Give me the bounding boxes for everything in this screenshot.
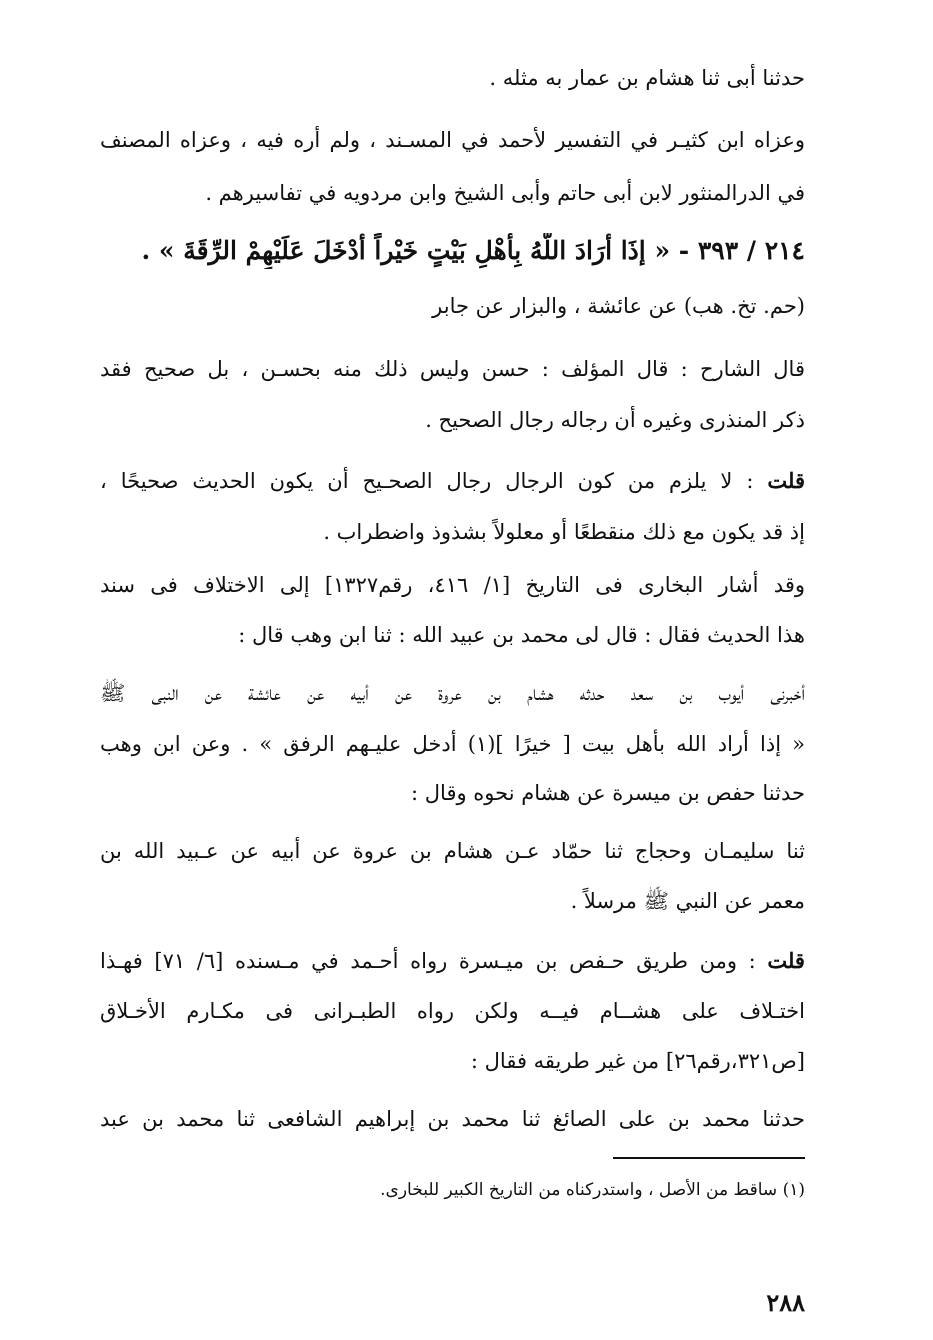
text-line: هذا الحديث فقال : قال لى محمد بن عبيد الله : ثنا ابن وهب قال :: [238, 623, 805, 647]
page-number: ٢٨٨: [766, 1288, 805, 1317]
text-line: « إذا أراد الله بأهل بيت [ خيرًا ](١) أدخل عليـهم الرفق » . وعن ابن وهب: [100, 732, 805, 756]
text-line: قلت : ومن طريق حـفص بن ميـسرة رواه أحـمد في مـسنده [٦/ ٧١] فهـذا: [100, 948, 805, 973]
text-line: في الدرالمنثور لابن أبى حاتم وأبى الشيخ وابن مردويه في تفاسيرهم .: [205, 181, 805, 205]
text-line: وعزاه ابن كثيـر في التفسير لأحمد في المسـند ، ولم أره فيه ، وعزاه المصنف: [100, 128, 805, 152]
hadith-source: (حم. تخ. هب) عن عائشة ، والبزار عن جابر: [432, 294, 805, 318]
footnote-divider: [613, 1157, 805, 1159]
footnote: (١) ساقط من الأصل ، واستدركناه من التاريخ الكبير للبخارى.: [380, 1180, 805, 1200]
text-line: وقد أشار البخارى فى التاريخ [١/ ٤١٦، رقم١٣٢٧] إلى الاختلاف فى سند: [100, 573, 805, 597]
text-line: [ص٣٢١،رقم٢٦] من غير طريقه فقال :: [470, 1049, 805, 1073]
text-line: حدثنا محمد بن على الصائغ ثنا محمد بن إبراهيم الشافعى ثنا محمد بن عبد: [100, 1107, 805, 1131]
label-qultu: قلت: [767, 948, 805, 973]
text-line: اختـلاف على هشــام فيــه ولكن رواه الطبـرانى فى مكـارم الأخـلاق: [100, 999, 805, 1023]
text-line: ثنا سليمـان وحجاج ثنا حمّاد عـن هشام بن عروة عن أبيه عن عـبيد الله بن: [100, 839, 805, 863]
text-line: إذ قد يكون مع ذلك منقطعًا أو معلولاً بشذوذ واضطراب .: [323, 520, 805, 544]
text-line: حدثنا أبى ثنا هشام بن عمار به مثله .: [489, 66, 805, 90]
text-line: قال الشارح : قال المؤلف : حسن وليس ذلك منه بحسـن ، بل صحيح فقد: [100, 357, 805, 381]
label-qultu: قلت: [767, 468, 805, 493]
text-line: قلت : لا يلزم من كون الرجال رجال الصحـيح أن يكون الحديث صحيحًا ،: [100, 468, 805, 493]
text-line: ذكر المنذرى وغيره أن رجاله رجال الصحيح .: [425, 408, 805, 432]
text-line: حدثنا حفص بن ميسرة عن هشام نحوه وقال :: [411, 781, 805, 805]
text-line: معمر عن النبي ﷺ مرسلاً .: [570, 889, 805, 913]
text-line: أخبرنى أيوب بن سعد حدثه هشام بن عروة عن أبيه عن عائشة عن النبى ﷺ: [100, 681, 805, 705]
hadith-heading: ٢١٤ / ٣٩٣ - « إذَا أرَادَ اللَّهُ بِأهْلِ بَيْتٍ خَيْراً أدْخَلَ عَلَيْهِمْ الرِّقَةَ » .: [141, 236, 805, 265]
